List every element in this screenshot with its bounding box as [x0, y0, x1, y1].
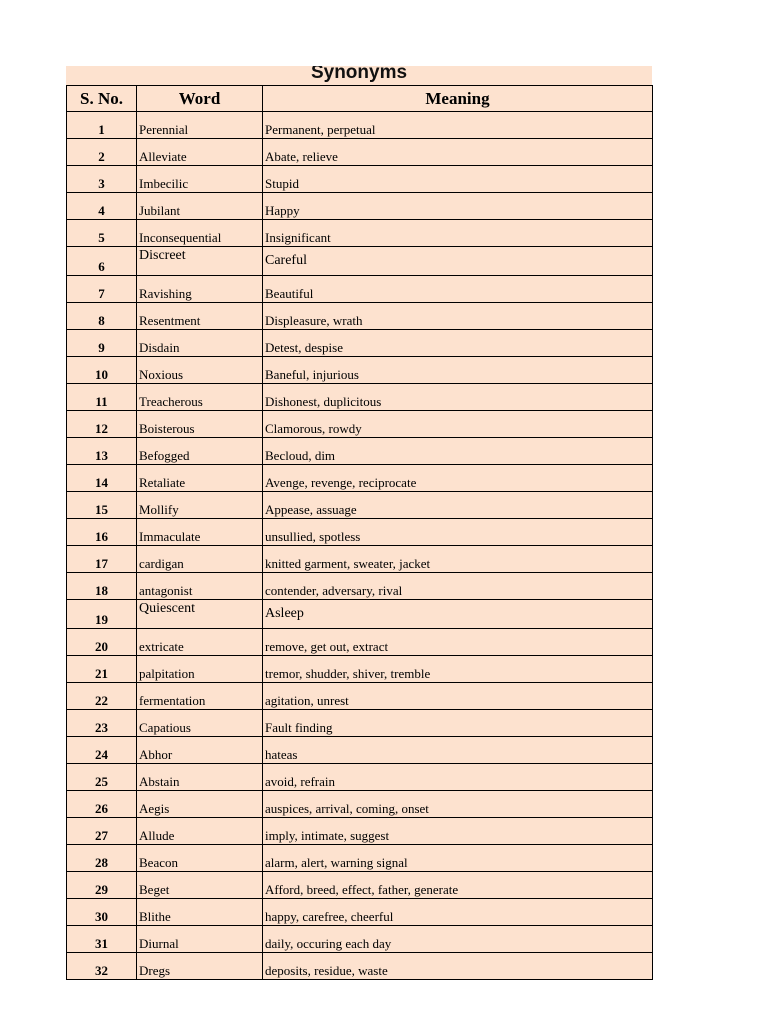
cell-sno: 18 — [67, 573, 137, 600]
table-row — [67, 411, 653, 438]
cell-word: Disdain — [137, 330, 263, 357]
cell-meaning: Appease, assuage — [263, 492, 653, 519]
cell-sno: 15 — [67, 492, 137, 519]
cell-sno: 17 — [67, 546, 137, 573]
cell-word: Blithe — [137, 899, 263, 926]
cell-meaning: Clamorous, rowdy — [263, 411, 653, 438]
cell-word: Resentment — [137, 303, 263, 330]
table-row — [67, 656, 653, 683]
table-row — [67, 683, 653, 710]
cell-word: extricate — [137, 629, 263, 656]
cell-meaning: Stupid — [263, 166, 653, 193]
cell-sno: 32 — [67, 953, 137, 980]
cell-sno: 7 — [67, 276, 137, 303]
table-row — [67, 303, 653, 330]
cell-word: Ravishing — [137, 276, 263, 303]
cell-sno: 11 — [67, 384, 137, 411]
table-row — [67, 330, 653, 357]
cell-meaning: agitation, unrest — [263, 683, 653, 710]
cell-word: Quiescent — [137, 600, 263, 629]
table-row — [67, 629, 653, 656]
cell-meaning: Fault finding — [263, 710, 653, 737]
cell-meaning: imply, intimate, suggest — [263, 818, 653, 845]
table-row — [67, 112, 653, 139]
cell-sno: 8 — [67, 303, 137, 330]
cell-meaning: contender, adversary, rival — [263, 573, 653, 600]
cell-sno: 19 — [67, 600, 137, 629]
cell-meaning: Avenge, revenge, reciprocate — [263, 465, 653, 492]
cell-meaning: Displeasure, wrath — [263, 303, 653, 330]
cell-sno: 12 — [67, 411, 137, 438]
cell-word: Allude — [137, 818, 263, 845]
cell-word: Beget — [137, 872, 263, 899]
table-row — [67, 953, 653, 980]
table-row — [67, 276, 653, 303]
synonyms-sheet — [66, 66, 652, 980]
cell-meaning: alarm, alert, warning signal — [263, 845, 653, 872]
cell-sno: 24 — [67, 737, 137, 764]
cell-sno: 26 — [67, 791, 137, 818]
table-row — [67, 247, 653, 276]
cell-meaning: Careful — [263, 247, 653, 276]
table-row — [67, 872, 653, 899]
cell-sno: 14 — [67, 465, 137, 492]
table-row — [67, 926, 653, 953]
cell-word: Dregs — [137, 953, 263, 980]
table-row — [67, 492, 653, 519]
cell-sno: 5 — [67, 220, 137, 247]
cell-word: Discreet — [137, 247, 263, 276]
table-row — [67, 465, 653, 492]
cell-word: Diurnal — [137, 926, 263, 953]
cell-sno: 25 — [67, 764, 137, 791]
cell-meaning: Happy — [263, 193, 653, 220]
cell-sno: 30 — [67, 899, 137, 926]
cell-word: Perennial — [137, 112, 263, 139]
cell-sno: 4 — [67, 193, 137, 220]
sheet-title: Synonyms — [66, 66, 652, 85]
cell-sno: 29 — [67, 872, 137, 899]
table-row — [67, 166, 653, 193]
table-row — [67, 845, 653, 872]
cell-meaning: Baneful, injurious — [263, 357, 653, 384]
header-word: Word — [137, 86, 263, 112]
cell-meaning: auspices, arrival, coming, onset — [263, 791, 653, 818]
cell-sno: 3 — [67, 166, 137, 193]
cell-meaning: deposits, residue, waste — [263, 953, 653, 980]
cell-meaning: hateas — [263, 737, 653, 764]
table-row — [67, 573, 653, 600]
table-row — [67, 899, 653, 926]
header-sno: S. No. — [67, 86, 137, 112]
header-meaning: Meaning — [263, 86, 653, 112]
cell-meaning: unsullied, spotless — [263, 519, 653, 546]
cell-sno: 27 — [67, 818, 137, 845]
cell-word: fermentation — [137, 683, 263, 710]
cell-sno: 16 — [67, 519, 137, 546]
cell-word: Mollify — [137, 492, 263, 519]
cell-sno: 2 — [67, 139, 137, 166]
cell-meaning: Beautiful — [263, 276, 653, 303]
table-row — [67, 384, 653, 411]
cell-sno: 9 — [67, 330, 137, 357]
cell-word: antagonist — [137, 573, 263, 600]
cell-meaning: Dishonest, duplicitous — [263, 384, 653, 411]
cell-meaning: Permanent, perpetual — [263, 112, 653, 139]
table-row — [67, 710, 653, 737]
cell-word: Boisterous — [137, 411, 263, 438]
cell-word: cardigan — [137, 546, 263, 573]
cell-word: Beacon — [137, 845, 263, 872]
table-row — [67, 519, 653, 546]
cell-meaning: Becloud, dim — [263, 438, 653, 465]
header-row — [67, 86, 653, 112]
table-row — [67, 546, 653, 573]
cell-word: Alleviate — [137, 139, 263, 166]
cell-sno: 1 — [67, 112, 137, 139]
table-row — [67, 220, 653, 247]
cell-meaning: Asleep — [263, 600, 653, 629]
synonyms-table — [66, 85, 653, 980]
table-row — [67, 193, 653, 220]
cell-meaning: happy, carefree, cheerful — [263, 899, 653, 926]
cell-word: Capatious — [137, 710, 263, 737]
cell-word: Treacherous — [137, 384, 263, 411]
cell-meaning: Detest, despise — [263, 330, 653, 357]
cell-word: Abhor — [137, 737, 263, 764]
table-row — [67, 438, 653, 465]
cell-word: Aegis — [137, 791, 263, 818]
cell-sno: 20 — [67, 629, 137, 656]
cell-word: Jubilant — [137, 193, 263, 220]
cell-sno: 13 — [67, 438, 137, 465]
cell-word: Imbecilic — [137, 166, 263, 193]
cell-meaning: knitted garment, sweater, jacket — [263, 546, 653, 573]
table-row — [67, 791, 653, 818]
cell-meaning: daily, occuring each day — [263, 926, 653, 953]
cell-sno: 21 — [67, 656, 137, 683]
cell-meaning: Abate, relieve — [263, 139, 653, 166]
table-body — [67, 112, 653, 980]
table-row — [67, 764, 653, 791]
cell-word: Retaliate — [137, 465, 263, 492]
cell-meaning: tremor, shudder, shiver, tremble — [263, 656, 653, 683]
cell-word: Noxious — [137, 357, 263, 384]
cell-sno: 22 — [67, 683, 137, 710]
cell-word: Abstain — [137, 764, 263, 791]
cell-word: Immaculate — [137, 519, 263, 546]
cell-word: palpitation — [137, 656, 263, 683]
cell-sno: 6 — [67, 247, 137, 276]
table-row — [67, 139, 653, 166]
table-row — [67, 357, 653, 384]
cell-sno: 28 — [67, 845, 137, 872]
cell-meaning: avoid, refrain — [263, 764, 653, 791]
cell-meaning: Insignificant — [263, 220, 653, 247]
table-row — [67, 818, 653, 845]
table-row — [67, 737, 653, 764]
cell-word: Befogged — [137, 438, 263, 465]
cell-sno: 10 — [67, 357, 137, 384]
cell-sno: 31 — [67, 926, 137, 953]
table-row — [67, 600, 653, 629]
cell-meaning: remove, get out, extract — [263, 629, 653, 656]
cell-word: Inconsequential — [137, 220, 263, 247]
cell-sno: 23 — [67, 710, 137, 737]
cell-meaning: Afford, breed, effect, father, generate — [263, 872, 653, 899]
